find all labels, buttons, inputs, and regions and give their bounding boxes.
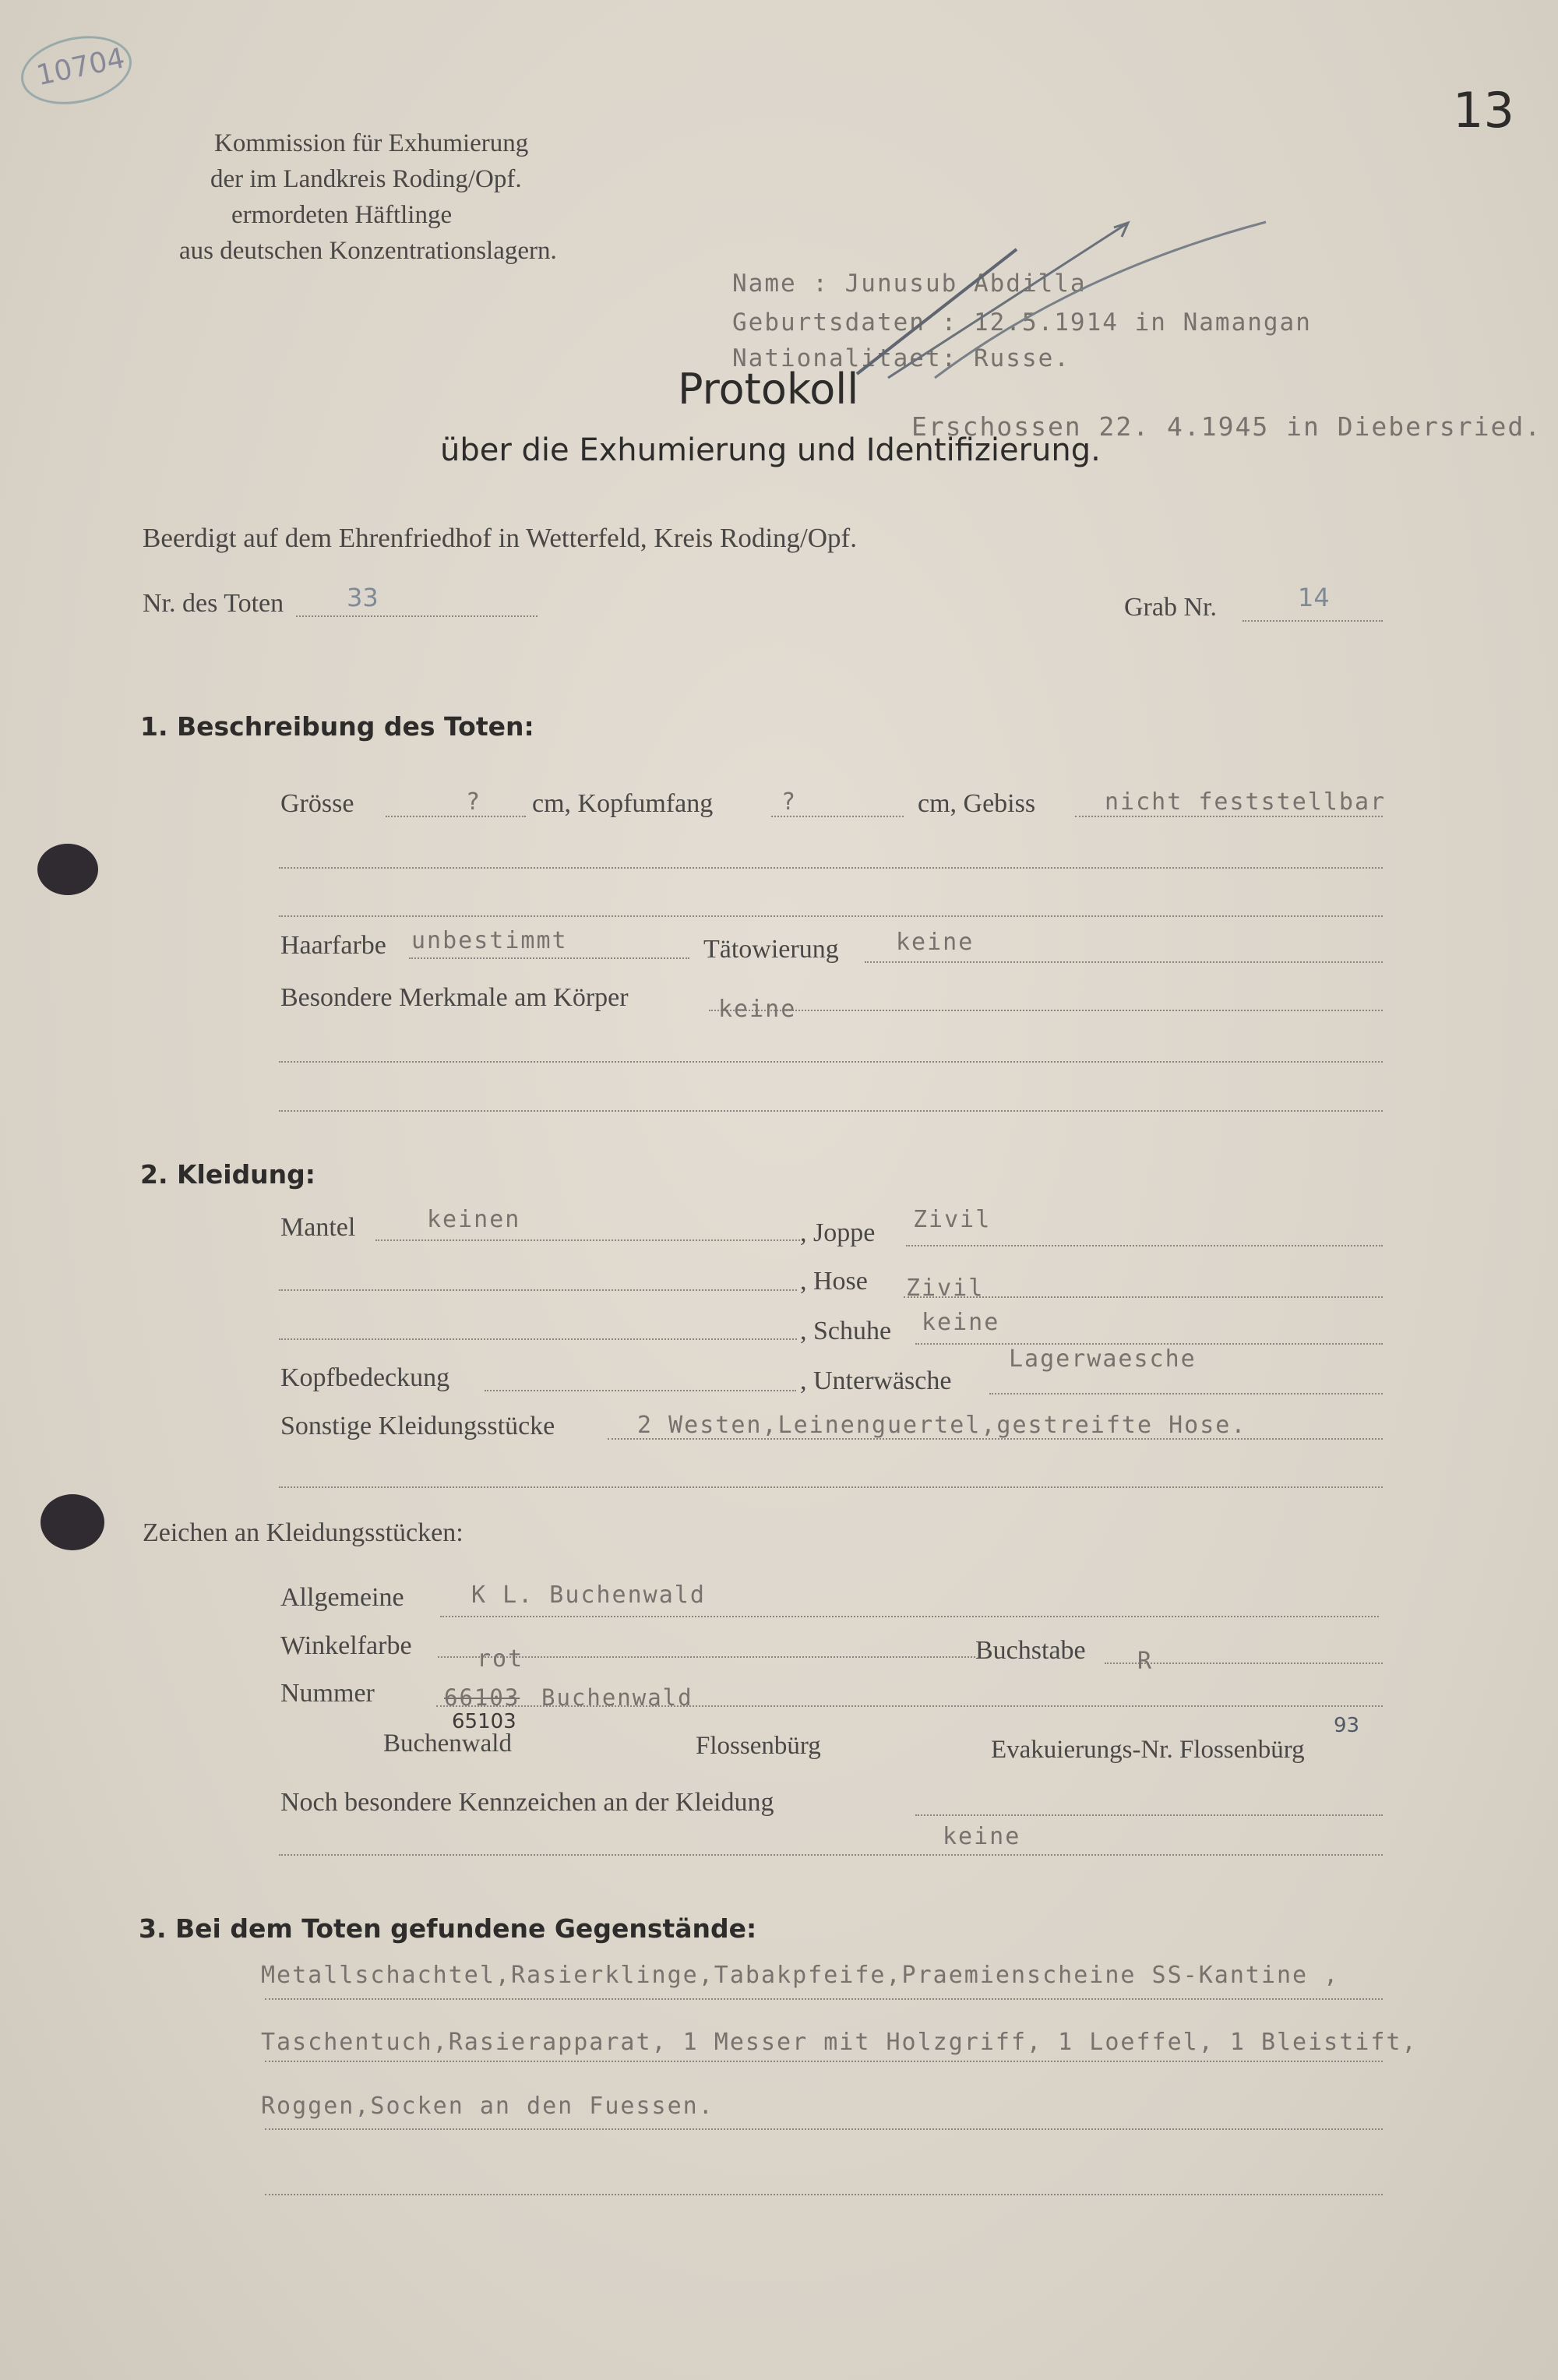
commission-line-2: der im Landkreis Roding/Opf.: [210, 165, 522, 193]
size-unit-label: cm, Kopfumfang: [532, 789, 714, 818]
body-marks-value: keine: [718, 996, 797, 1023]
camp-buchenwald-label: Buchenwald: [383, 1729, 512, 1758]
headwear-label: Kopfbedeckung: [280, 1363, 450, 1392]
shoes-line-left: [279, 1338, 797, 1340]
head-value: ?: [781, 788, 798, 816]
hair-value: unbestimmt: [411, 927, 568, 954]
other-clothing-label: Sonstige Kleidungsstücke: [280, 1412, 555, 1440]
evacuation-number-label: Evakuierungs-Nr. Flossenbürg: [991, 1736, 1305, 1764]
underwear-label: , Unterwäsche: [800, 1366, 952, 1395]
other-marks-value: keine: [943, 1823, 1021, 1850]
commission-line-1: Kommission für Exhumierung: [214, 129, 529, 157]
number-label: Nummer: [280, 1679, 375, 1708]
typed-nationality: Nationalitaet: Russe.: [732, 344, 1070, 372]
coat-label: Mantel: [280, 1213, 356, 1242]
commission-line-4: aus deutschen Konzentrationslagern.: [179, 237, 557, 265]
body-marks-line-2: [279, 1061, 1383, 1063]
jacket-label: , Joppe: [800, 1218, 876, 1247]
typed-birth: Geburtsdaten : 12.5.1914 in Namangan: [732, 309, 1312, 337]
hair-line: [409, 957, 689, 959]
items-line-3: Roggen,Socken an den Fuessen.: [261, 2093, 714, 2120]
section-2-heading: 2. Kleidung:: [140, 1159, 315, 1190]
clothing-marks-heading: Zeichen an Kleidungsstücken:: [143, 1518, 464, 1547]
typed-shot: Erschossen 22. 4.1945 in Diebersried.: [911, 411, 1542, 442]
page-title: Protokoll: [678, 365, 859, 414]
dead-number-line: [296, 615, 538, 617]
jacket-value: Zivil: [913, 1206, 992, 1233]
other-marks-line-2: [279, 1854, 1383, 1856]
underwear-line: [989, 1393, 1383, 1395]
general-line: [440, 1616, 1379, 1617]
letter-value: R: [1137, 1648, 1154, 1675]
shoes-value: keine: [922, 1309, 1000, 1336]
punch-hole-bottom: [41, 1494, 104, 1550]
description-line-3: [279, 915, 1383, 917]
shoes-line: [915, 1343, 1383, 1345]
teeth-value: nicht feststellbar: [1105, 788, 1387, 816]
head-line: [771, 816, 904, 817]
page-number: 13: [1453, 82, 1514, 139]
tattoo-line: [865, 961, 1383, 963]
tattoo-value: keine: [896, 929, 975, 956]
letter-label: Buchstabe: [975, 1636, 1086, 1665]
size-label: Grösse: [280, 789, 354, 818]
trousers-label: , Hose: [800, 1267, 868, 1296]
head-unit-label: cm, Gebiss: [918, 789, 1036, 818]
items-line-2: Taschentuch,Rasierapparat, 1 Messer mit Holzgriff, 1 Loeffel, 1 Bleistift,: [261, 2029, 1418, 2056]
other-clothing-line-2: [279, 1486, 1383, 1488]
teeth-line: [1075, 816, 1383, 817]
tattoo-label: Tätowierung: [703, 935, 839, 964]
jacket-line: [906, 1245, 1383, 1246]
trousers-value: Zivil: [906, 1275, 985, 1302]
general-label: Allgemeine: [280, 1583, 404, 1612]
underwear-value: Lagerwaesche: [1009, 1345, 1197, 1373]
triangle-color-label: Winkelfarbe: [280, 1631, 412, 1660]
commission-line-3: ermordeten Häftlinge: [231, 201, 453, 229]
number-value: Buchenwald: [541, 1684, 693, 1711]
items-rule-3: [265, 2128, 1383, 2130]
archive-stamp: [15, 26, 138, 114]
number-handwritten: 65103: [452, 1710, 516, 1733]
other-marks-line: [915, 1814, 1383, 1816]
dead-number-label: Nr. des Toten: [143, 589, 284, 618]
other-clothing-value: 2 Westen,Leinenguertel,gestreifte Hose.: [637, 1412, 1247, 1439]
section-1-heading: 1. Beschreibung des Toten:: [140, 711, 534, 742]
general-value: K L. Buchenwald: [471, 1581, 706, 1609]
coat-value: keinen: [427, 1206, 521, 1233]
typed-name: Name : Junusub Abdilla: [732, 270, 1087, 298]
hair-label: Haarfarbe: [280, 931, 386, 960]
archive-stamp-number: 10704: [33, 42, 128, 93]
camp-flossenbuerg-label: Flossenbürg: [696, 1732, 821, 1760]
evacuation-number-handwritten: 93: [1334, 1714, 1360, 1737]
grave-number-value: 14: [1298, 583, 1330, 612]
size-line: [386, 816, 526, 817]
section-3-heading: 3. Bei dem Toten gefundene Gegenstände:: [139, 1913, 757, 1944]
punch-hole-top: [37, 844, 98, 895]
grave-number-label: Grab Nr.: [1124, 593, 1217, 622]
page-subtitle: über die Exhumierung und Identifizierung.: [440, 432, 1101, 468]
trousers-line-left: [279, 1289, 797, 1291]
other-marks-label: Noch besondere Kennzeichen an der Kleidung: [280, 1788, 774, 1817]
body-marks-label: Besondere Merkmale am Körper: [280, 983, 629, 1012]
items-rule-2: [265, 2061, 1383, 2062]
body-marks-line: [709, 1010, 1383, 1011]
pen-strike-marks: [841, 210, 1293, 390]
coat-line: [375, 1239, 800, 1241]
headwear-line: [485, 1390, 796, 1391]
items-line-1: Metallschachtel,Rasierklinge,Tabakpfeife,Praemienscheine SS-Kantine ,: [261, 1962, 1340, 1989]
items-rule-4: [265, 2194, 1383, 2195]
dead-number-value: 33: [347, 583, 379, 612]
size-value: ?: [466, 788, 482, 816]
triangle-color-value: rot: [477, 1645, 524, 1673]
body-marks-line-3: [279, 1110, 1383, 1112]
burial-place: Beerdigt auf dem Ehrenfriedhof in Wetterfeld, Kreis Roding/Opf.: [143, 523, 857, 553]
shoes-label: , Schuhe: [800, 1317, 892, 1345]
description-line-2: [279, 867, 1383, 869]
number-struck-value: 66103: [444, 1684, 520, 1711]
grave-number-line: [1243, 620, 1383, 622]
items-rule-1: [265, 1998, 1383, 2000]
